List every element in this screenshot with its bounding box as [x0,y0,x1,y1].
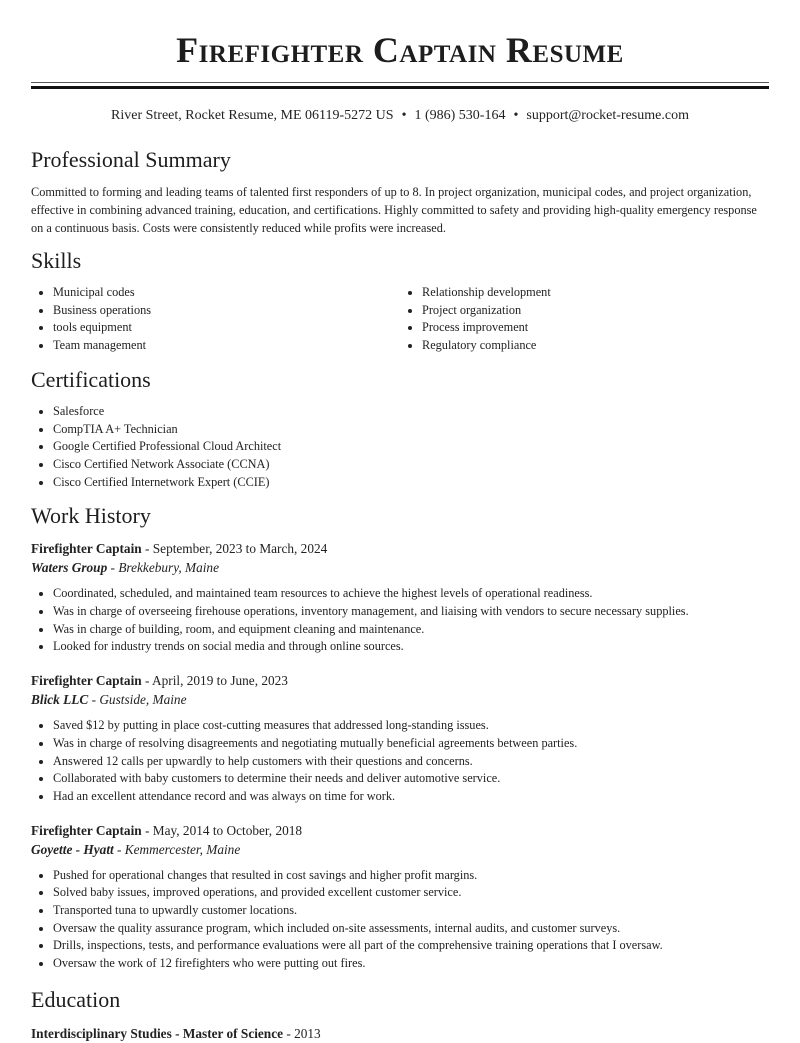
job-bullets [31,867,769,973]
job-company-line [31,840,769,859]
skill-item: • tools equipment [53,319,400,337]
skill-item: • Business operations [53,302,400,320]
skill-item: • Regulatory compliance [422,337,769,355]
certification-item: • Salesforce [53,403,769,421]
job-bullet: • Drills, inspections, tests, and performance evaluations were all part of the comprehensive training operations that I oversaw. [53,937,769,955]
company-name: Blick LLC [31,692,89,708]
job-title: Firefighter Captain [31,673,142,689]
job-title: Firefighter Captain [31,822,142,838]
summary-section [31,146,769,237]
certifications-list [31,403,769,492]
job-bullet: • Oversaw the work of 12 firefighters who were putting out fires. [53,955,769,973]
education-degree: Master of Science [182,1025,284,1041]
divider-thick [31,86,769,89]
job-bullet: • Was in charge of resolving disagreements and negotiating mutually beneficial agreements between parties. [53,735,769,753]
job-title: Firefighter Captain [31,541,142,557]
company-location: Kemmercester, Maine [124,841,241,857]
job-dates: April, 2019 to June, 2023 [152,673,288,689]
certification-item: • Google Certified Professional Cloud Architect [53,438,769,456]
job-bullet: • Transported tuna to upwardly customer locations. [53,902,769,920]
skills-right-list [400,284,769,355]
dash: - [171,1025,183,1041]
job-company-line [31,690,769,709]
company-name: Waters Group [31,560,108,576]
dash: - [141,541,153,557]
section-heading: Skills [31,248,82,273]
summary-text: Committed to forming and leading teams of talented first responders of up to 8. In project organization, municipal codes, and project organization, effective in combining advanced training, education, and certifications. Highly committed to safety and providing high-quality emergency response on a continuous basis. Costs were consistently reduced while profits were increased. [31,185,757,235]
job-bullet: • Solved baby issues, improved operations, and provided excellent customer service. [53,884,769,902]
job-title-line [31,671,769,690]
job-bullet: • Coordinated, scheduled, and maintained team resources to achieve the highest levels of operational readiness. [53,585,769,603]
dash: - [141,673,153,689]
dash: - [113,841,125,857]
section-heading: Education [31,986,121,1012]
company-name: Goyette - Hyatt [31,841,114,857]
contact-address: River Street, Rocket Resume, ME 06119-5272 US [111,108,394,123]
dash: - [283,1025,295,1041]
certification-item: • CompTIA A+ Technician [53,421,769,439]
job-bullet: • Was in charge of overseeing firehouse operations, inventory management, and liaising with vendors to secure necessary supplies. [53,603,769,621]
education-entry [31,1024,769,1043]
job-bullet: • Was in charge of building, room, and equipment cleaning and maintenance. [53,621,769,639]
job-entry [31,539,769,656]
skills-left-list [31,284,400,355]
certifications-section [31,366,769,492]
education-section [31,986,769,1043]
job-bullet: • Answered 12 calls per upwardly to help customers with their questions and concerns. [53,753,769,771]
skill-item: • Team management [53,337,400,355]
header-divider [31,82,769,89]
section-heading: Professional Summary [31,147,231,172]
education-year: 2013 [294,1025,321,1041]
section-heading: Certifications [31,366,151,392]
job-bullets [31,717,769,806]
certification-item: • Cisco Certified Network Associate (CCNA) [53,456,769,474]
resume-title: Firefighter Captain Resume [176,30,624,70]
skills-columns [31,284,769,355]
job-bullet: • Looked for industry trends on social media and through online sources. [53,638,769,656]
bullet-separator: • [513,108,519,123]
job-title-line [31,821,769,840]
job-bullet: • Had an excellent attendance record and was always on time for work. [53,788,769,806]
skills-section [31,247,769,355]
job-company-line [31,558,769,577]
skill-item: • Municipal codes [53,284,400,302]
dash: - [107,560,119,576]
company-location: Brekkebury, Maine [118,560,219,576]
certification-item: • Cisco Certified Internetwork Expert (CCIE) [53,474,769,492]
company-location: Gustside, Maine [99,692,187,708]
job-entry [31,671,769,806]
job-bullet: • Pushed for operational changes that resulted in cost savings and higher profit margins. [53,867,769,885]
bullet-separator: • [401,108,407,123]
contact-line [31,107,769,125]
section-heading: Work History [31,503,151,529]
divider-thin [31,82,769,83]
education-field: Interdisciplinary Studies [31,1025,172,1041]
job-dates: May, 2014 to October, 2018 [152,822,303,838]
skill-item: • Relationship development [422,284,769,302]
contact-email: support@rocket-resume.com [526,108,689,123]
skill-item: • Project organization [422,302,769,320]
job-bullet: • Oversaw the quality assurance program, which included on-site assessments, internal audits, and customer surveys. [53,920,769,938]
job-bullet: • Collaborated with baby customers to determine their needs and deliver automotive service. [53,770,769,788]
job-bullet: • Saved $12 by putting in place cost-cutting measures that addressed long-standing issues. [53,717,769,735]
skill-item: • Process improvement [422,319,769,337]
job-entry [31,821,769,973]
dash: - [141,822,153,838]
job-dates: September, 2023 to March, 2024 [152,541,328,557]
job-bullets [31,585,769,656]
work-history-section [31,502,769,973]
contact-phone: 1 (986) 530-164 [414,108,506,123]
job-title-line [31,539,769,558]
dash: - [88,692,100,708]
